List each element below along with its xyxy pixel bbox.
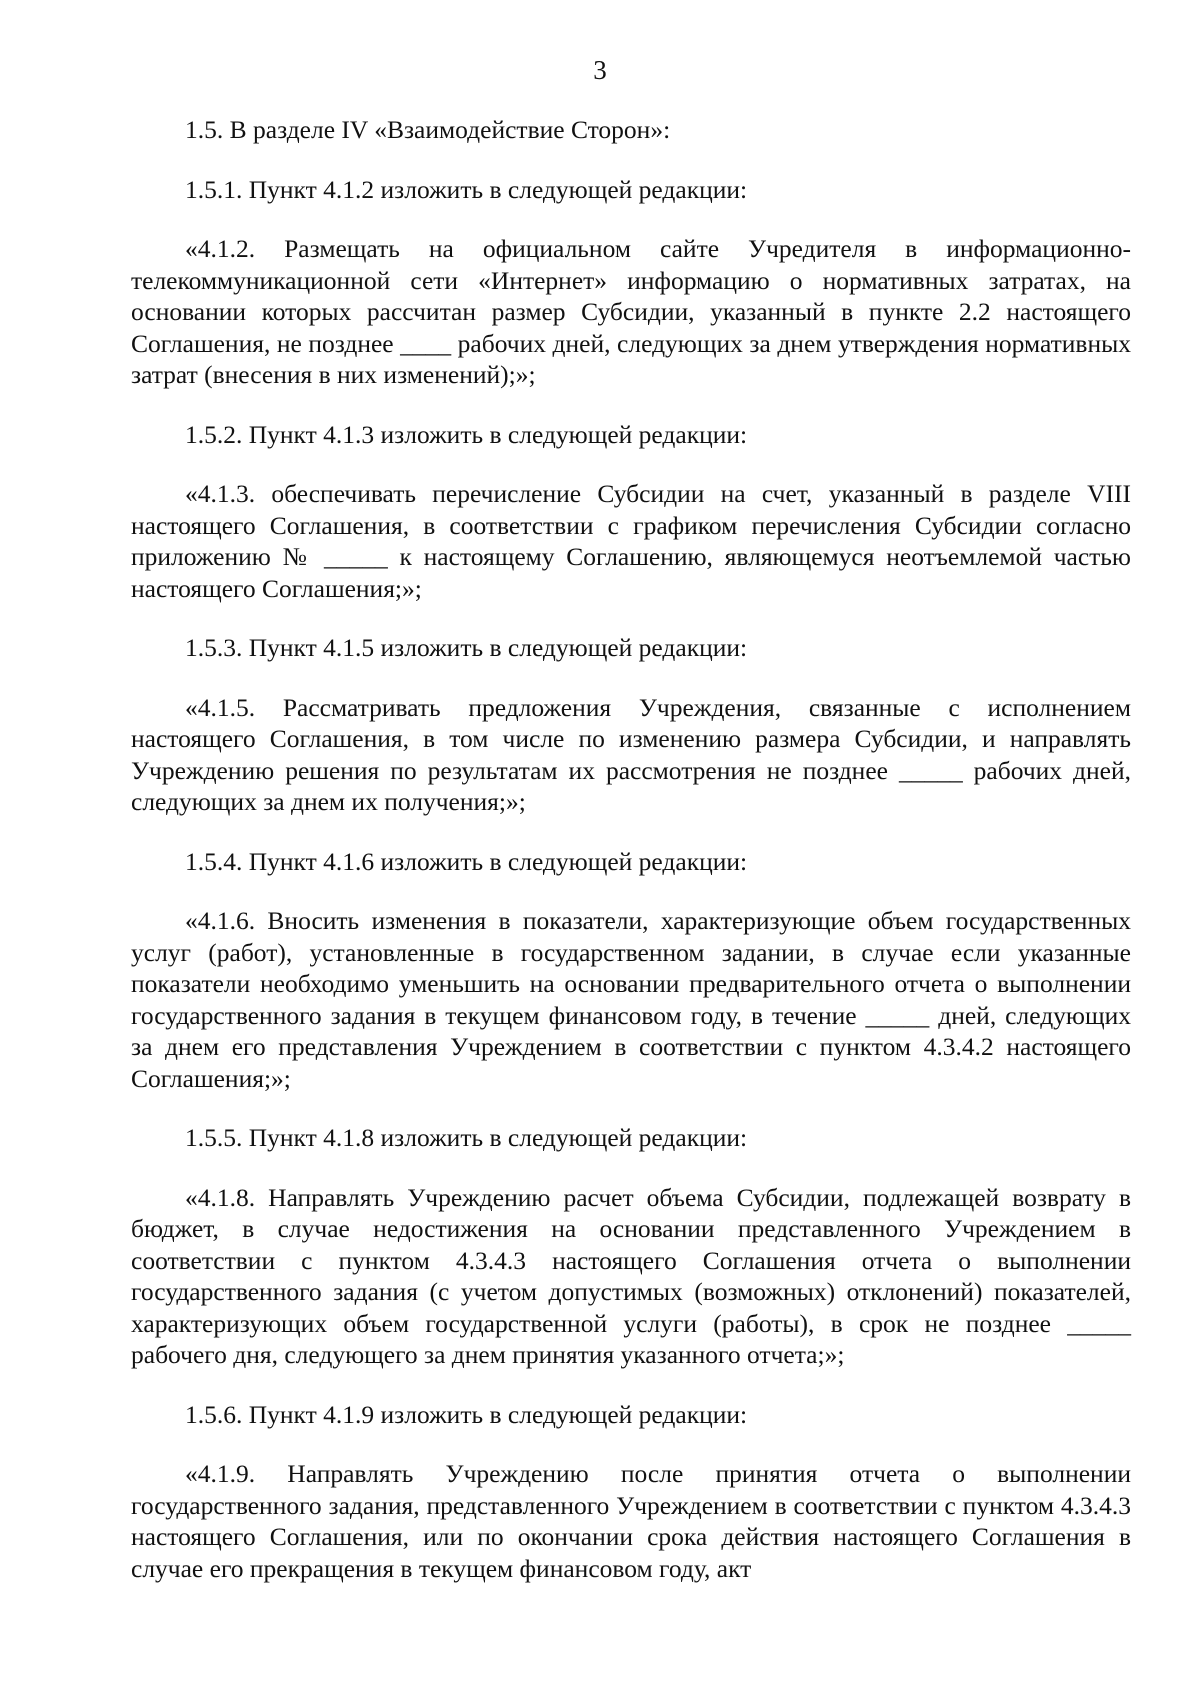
item-heading: 1.5.5. Пункт 4.1.8 изложить в следующей редакции: bbox=[185, 1123, 748, 1152]
item-paragraph: «4.1.2. Размещать на официальном сайте Учредителя в информационно-телекоммуникационной сети «Интернет» информацию о нормативных затратах, на основании которых рассчитан размер Субсидии, указанный в пункте 2.2 настоящего Соглашения, не позднее ____ рабочих дней, следующих за днем утверждения нормативных затрат (внесения в них изменений);»; bbox=[131, 234, 1131, 389]
item-paragraph: «4.1.5. Рассматривать предложения Учреждения, связанные с исполнением настоящего Соглашения, в том числе по изменению размера Субсидии, и направлять Учреждению решения по результатам их рассмотрения не позднее _____ рабочих дней, следующих за днем их получения;»; bbox=[131, 692, 1131, 816]
item-paragraph: «4.1.6. Вносить изменения в показатели, характеризующие объем государственных услуг (работ), установленные в государственном задании, в случае если указанные показатели необходимо уменьшить на основании предварительного отчета о выполнении государственного задания в текущем финансовом году, в течение _____ дней, следующих за днем его представления Учреждением в соответствии с пунктом 4.3.4.2 настоящего Соглашения;»; bbox=[131, 906, 1131, 1093]
item-heading: 1.5.3. Пункт 4.1.5 изложить в следующей редакции: bbox=[185, 633, 748, 662]
page-number: 3 bbox=[593, 55, 607, 85]
item-heading: 1.5.6. Пункт 4.1.9 изложить в следующей редакции: bbox=[185, 1399, 748, 1429]
item-paragraph: «4.1.3. обеспечивать перечисление Субсидии на счет, указанный в разделе VIII настоящего Соглашения, в соответствии с графиком перечисления Субсидии согласно приложению № _____ к настоящему Соглашению, являющемуся неотъемлемой частью настоящего Соглашения;»; bbox=[131, 479, 1131, 603]
item-heading: 1.5.1. Пункт 4.1.2 изложить в следующей редакции: bbox=[185, 174, 748, 204]
document-body bbox=[131, 114, 1131, 1612]
item-paragraph: «4.1.9. Направлять Учреждению после принятия отчета о выполнении государственного задания, представленного Учреждением в соответствии с пунктом 4.3.4.3 настоящего Соглашения, или по окончании срока действия настоящего Соглашения в случае его прекращения в текущем финансовом году, акт bbox=[131, 1459, 1131, 1583]
item-heading: 1.5.2. Пункт 4.1.3 изложить в следующей редакции: bbox=[185, 419, 748, 449]
item-paragraph: «4.1.8. Направлять Учреждению расчет объема Субсидии, подлежащей возврату в бюджет, в случае недостижения на основании представленного Учреждением в соответствии с пунктом 4.3.4.3 настоящего Соглашения отчета о выполнении государственного задания (с учетом допустимых (возможных) отклонений) показателей, характеризующих объем государственной услуги (работы), в срок не позднее _____ рабочего дня, следующего за днем принятия указанного отчета;»; bbox=[131, 1182, 1131, 1369]
item-heading: 1.5.4. Пункт 4.1.6 изложить в следующей редакции: bbox=[185, 846, 748, 876]
section-heading: 1.5. В разделе IV «Взаимодействие Сторон»: bbox=[185, 115, 671, 144]
